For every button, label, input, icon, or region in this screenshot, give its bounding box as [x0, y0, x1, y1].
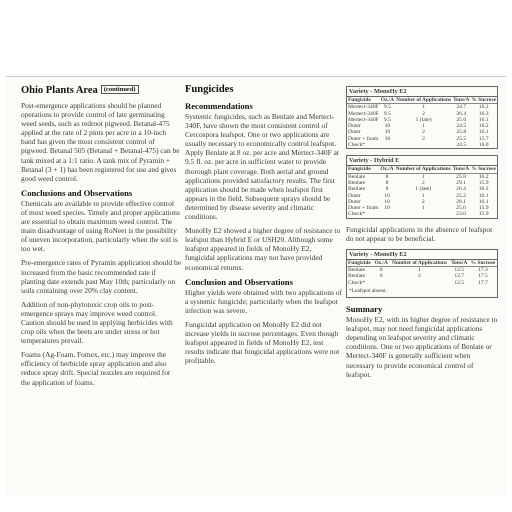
table-header-cell: Number of Applications: [389, 260, 449, 267]
data-table: [347, 166, 497, 217]
table-cell: 25.0: [456, 116, 467, 123]
table-cell: 2: [422, 135, 425, 142]
heading-note: (continued): [101, 85, 139, 94]
table-cell: Mertect-340F: [348, 116, 379, 123]
table-cell: 16.2: [478, 123, 489, 130]
results-table-2: [346, 155, 498, 218]
paragraph: Pre-emergence rates of Pyramin application should be increased from the basic recommended rate if planting date extends past May 10th; particularly on soils containing over 20% clay content.: [21, 258, 181, 295]
table-cell: 25.8: [456, 129, 467, 136]
table-cell: Check*: [348, 142, 366, 149]
table-cell: 1: [421, 192, 425, 199]
table-cell: 8: [379, 267, 383, 274]
table-cell: 17.7: [478, 279, 488, 286]
table-cell: 26.4: [456, 110, 467, 117]
table-cell: 10: [384, 205, 390, 212]
section-heading: [21, 84, 181, 97]
table-cell: 16.1: [478, 116, 489, 123]
results-table-1: [346, 86, 498, 149]
paragraph: Higher yields were obtained with two applications of a systemic fungicide; particularly when the leafspot infection was severe.: [185, 287, 343, 315]
table-cell: 9.5: [383, 104, 391, 111]
heading-text: Ohio Plants Area: [21, 85, 98, 96]
table-header-cell: Fungicide: [347, 97, 380, 104]
table-cell: 8: [385, 173, 389, 180]
table-cell: 25.8: [456, 173, 466, 180]
paragraph: MonoHy E2, with its higher degree of resistance to leafspot, may not need fungicidal applications depending on leafspot severity and climatic conditions. One or two applications of Benlate or Mertect-340F is generally sufficient when necessary to provide economical control of leafspot.: [346, 315, 498, 379]
table-cell: 10: [384, 192, 390, 199]
table-cell: 1: [422, 123, 425, 130]
table-cell: Duter: [348, 192, 361, 199]
table-cell: 25.5: [456, 135, 467, 142]
table-cell: Benlate: [348, 186, 366, 193]
table-cell: 8: [385, 179, 389, 186]
table-row: [347, 211, 497, 217]
subheading: Conclusion and Observations: [185, 276, 293, 287]
table-header-cell: Number of Applications: [395, 166, 451, 173]
table-cell: Mertect-340F: [348, 104, 379, 111]
table-cell: 16.0: [478, 142, 489, 149]
table-cell: 10: [384, 129, 391, 136]
table-cell: 1 (late): [415, 186, 432, 193]
subheading: Summary: [346, 304, 383, 315]
table-cell: 2: [422, 110, 425, 117]
table-cell: 16.3: [478, 110, 489, 117]
table-cell: 1: [418, 267, 421, 274]
table-cell: 24.5: [456, 142, 467, 149]
section-heading: Fungicides: [185, 84, 234, 95]
table-cell: 9.5: [383, 116, 391, 123]
table-header-cell: Oz./A: [380, 166, 394, 173]
table-cell: 2: [421, 179, 425, 186]
column-fungicides: [185, 84, 343, 370]
table-cell: Benlate: [348, 273, 366, 280]
table-cell: 1: [421, 205, 425, 212]
table-cell: Duter + foam: [348, 205, 379, 212]
table-row: [347, 104, 497, 111]
table-cell: 16.2: [478, 186, 489, 193]
table-cell: 8: [385, 186, 389, 193]
paragraph: Foams (Ag-Foam, Fomex, etc.) may improve the efficiency of herbicide spray application and also reduce spray drift. Special nozzles are required for the application of foams.: [21, 350, 171, 387]
table-cell: 10: [384, 123, 391, 130]
table-cell: 2: [418, 273, 421, 280]
table-cell: Benlate: [348, 267, 366, 274]
table-cell: 10: [384, 198, 390, 205]
table-cell: Benlate: [348, 179, 366, 186]
table-cell: 26.4: [456, 186, 466, 193]
subheading: Conclusions and Observations: [21, 187, 133, 198]
table-cell: Mertect-340F: [348, 110, 379, 117]
table-cell: Check*: [348, 211, 366, 218]
table-cell: Benlate: [348, 173, 366, 180]
paragraph: Post-emergence applications should be planned operations to provide control of late germinating weed seeds, such as redroot pigweed. Betanal-475 applied at the rate of 2 pints per acre in a 10-inch band has given the most consistent control of pigweed. Betanal 505 (Betanal + Betanal-475) can be tank mixed at a 1:1 ratio. A tank mix of Pyramin + Betanal (3 + 1) has been registered for use and gives good weed control.: [21, 101, 180, 183]
paragraph: Fungicidal applications in the absence of leafspot do not appear to be beneficial.: [346, 224, 493, 243]
table-header-cell: % Sucrose: [471, 97, 496, 103]
table-cell: 17.5: [478, 273, 488, 280]
table-cell: Duter + foam: [348, 135, 379, 142]
table-cell: Duter: [348, 123, 361, 130]
paragraph: Addition of non-phytotoxic crop oils to post-emergence sprays may improve weed control. Caution should be used in applying herbicides with crop oils when the beets are under stress or hot temperatures prevail.: [21, 299, 173, 346]
table-cell: Check*: [348, 279, 366, 286]
table-cell: 16.2: [478, 173, 489, 180]
column-tables-summary: [346, 86, 498, 384]
data-table: [347, 260, 497, 286]
table-row: [347, 173, 497, 180]
table-cell: Duter: [348, 129, 361, 136]
results-table-3: [346, 249, 498, 298]
table-cell: 16.1: [478, 198, 489, 205]
table-cell: 25.2: [456, 192, 466, 199]
table-cell: [395, 142, 452, 148]
table-footnote: *Leafspot absent.: [349, 287, 388, 294]
table-title: Variety - MonoHy E2: [347, 87, 497, 97]
table-cell: 28.1: [456, 198, 466, 205]
table-cell: 1: [421, 173, 425, 180]
table-cell: 12.5: [454, 267, 465, 274]
table-header-cell: Tons/A: [452, 166, 470, 173]
table-header-cell: Number of Applications: [396, 97, 452, 103]
table-cell: 17.3: [478, 267, 488, 274]
table-cell: 15.9: [478, 211, 489, 218]
table-header-cell: Fungicide: [347, 166, 379, 173]
table-cell: 29.1: [456, 179, 466, 186]
data-table: [347, 97, 497, 148]
table-cell: 15.9: [478, 205, 489, 212]
table-header-cell: Oz./A: [374, 259, 388, 266]
paragraph: MonoHy E2 showed a higher degree of resistance to leafspot than Hybrid E or USH20. Although some leafspot appeared in fields of MonoHy E2, fungicidal applications may not have provided economical returns.: [185, 226, 341, 272]
table-cell: 23.0: [456, 211, 466, 218]
table-cell: 10: [384, 135, 391, 142]
table-header-cell: Fungicide: [347, 260, 373, 267]
table-header-cell: % Sucrose: [471, 166, 496, 173]
table-row: [347, 142, 497, 148]
table-header-cell: Oz./A: [380, 97, 395, 103]
table-cell: 15.7: [478, 135, 489, 142]
table-cell: 16.2: [478, 104, 489, 111]
table-cell: 24.5: [456, 123, 467, 130]
table-cell: [395, 211, 452, 217]
table-header-cell: % Sucrose: [470, 259, 496, 266]
table-header-cell: Tons/A: [451, 259, 468, 266]
table-title: Variety - MonoHy E2: [347, 250, 497, 260]
table-header-cell: Tons/A: [453, 97, 470, 103]
table-row: [347, 267, 497, 274]
table-cell: [380, 142, 395, 148]
table-cell: [379, 211, 394, 217]
table-cell: 16.1: [478, 129, 489, 136]
table-cell: 1: [422, 104, 425, 111]
table-cell: 2: [421, 198, 425, 205]
table-cell: 16.1: [478, 192, 489, 199]
column-ohio-plants-area: [21, 84, 181, 392]
paragraph: Chemicals are available to provide effective control of most weed species. Timely and proper applications are essential to obtain maximum weed control. The main disadvantage of using RoNeet is the possibility of uneven incorporation, particularly when the soil is too wet.: [21, 198, 180, 254]
subheading: Recommendations: [185, 101, 253, 111]
paragraph: Fungicidal application on MonoHy E2 did not increase yields in sucrose percentages. Even though leafspot appeared in fields of MonoHy E2, test results indicate that fungicidal applications were not profitable.: [185, 319, 340, 366]
table-cell: 9.5: [383, 110, 391, 117]
table-cell: Duter: [348, 198, 361, 205]
paragraph: Systemic fungicides, such as Benlate and Mertect-340F, have shown the most consistent control of Cercospora leafspot. One or two applications are usually necessary to economically control leafspot. Apply Benlate at 8 oz. per acre and Mertect-340F at 9.5 fl. oz. per acre in sufficient water to provide thorough plant coverage. Both aerial and ground applications provided satisfactory results. The first application should be made when leafspot first appears in the field. Subsequent sprays should be determined by disease severity and climatic conditions.: [185, 112, 339, 222]
table-cell: 12.5: [454, 279, 465, 286]
table-title: Variety - Hybrid E: [347, 156, 497, 166]
table-cell: 2: [422, 129, 425, 136]
table-cell: 25.6: [456, 205, 466, 212]
table-cell: 15.9: [478, 179, 489, 186]
table-cell: 24.7: [456, 104, 467, 111]
table-cell: 1 (late): [415, 116, 432, 123]
table-cell: 8: [379, 273, 383, 280]
table-cell: 12.7: [454, 273, 465, 280]
